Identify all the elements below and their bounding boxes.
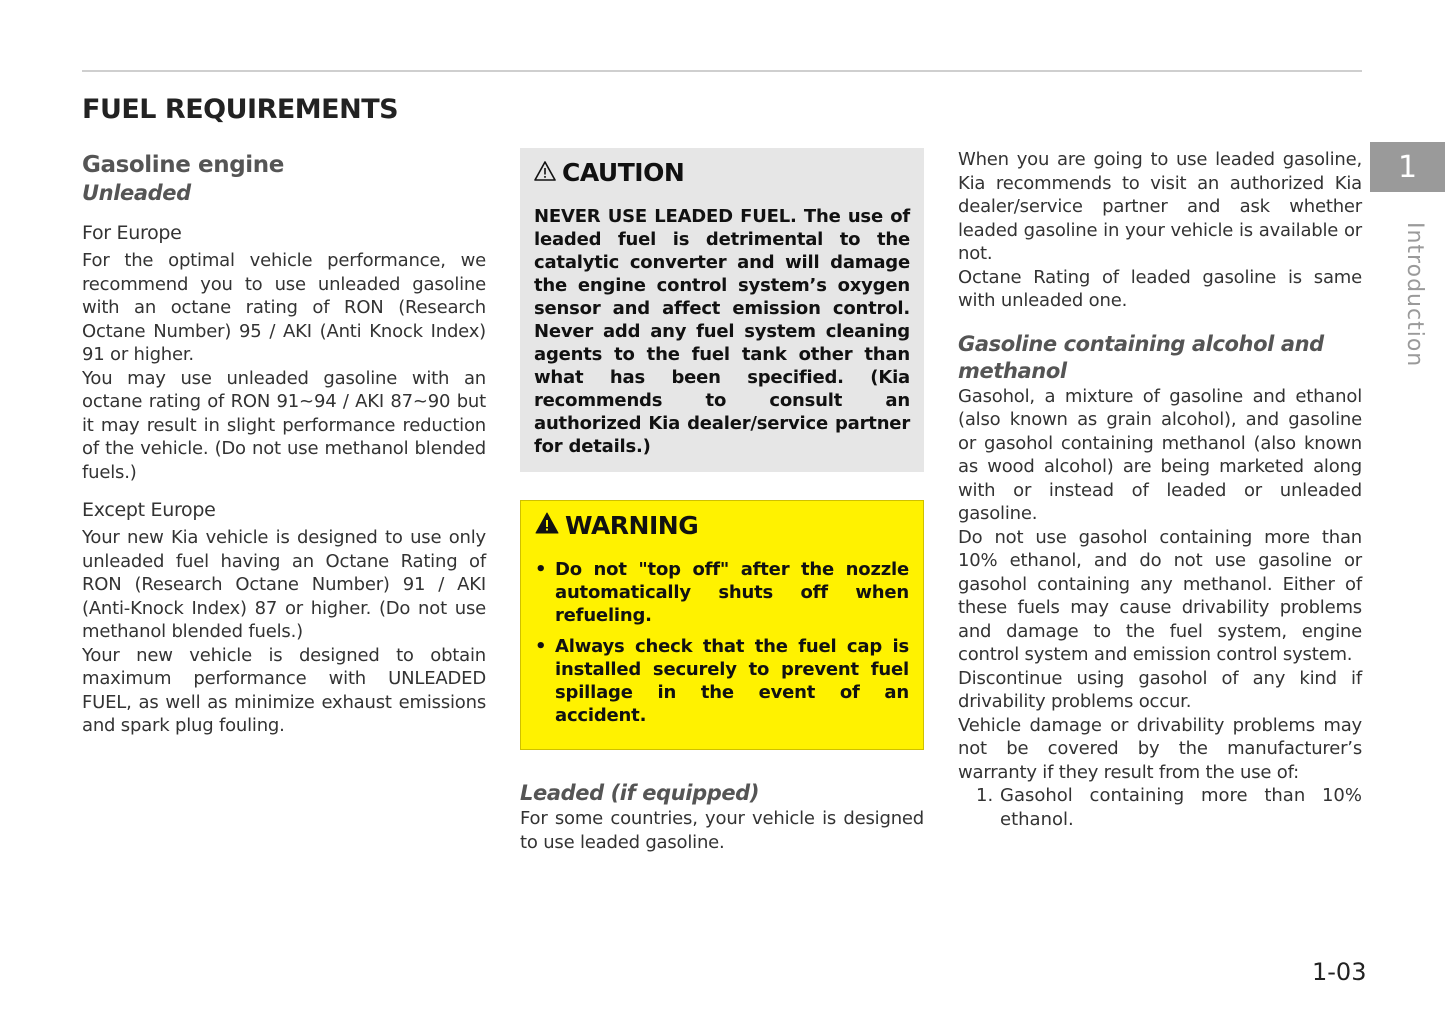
warning-title [535, 511, 909, 540]
list-item: 1. Gasohol containing more than 10% ethanol. [976, 785, 1362, 830]
paragraph-leaded-dealer: When you are going to use leaded gasoline, Kia recommends to visit an authorized Kia dealer/service partner and ask whether leaded gasoline in your vehicle is available or not. [958, 149, 1362, 264]
paragraph-leaded: For some countries, your vehicle is designed to use leaded gasoline. [520, 808, 924, 853]
label-except-europe: Except Europe [82, 499, 216, 521]
page-number: 1-03 [1312, 958, 1367, 986]
warning-title-text: WARNING [565, 511, 699, 540]
paragraph-europe-2: You may use unleaded gasoline with an octane rating of RON 91~94 / AKI 87~90 but it may result in slight performance reduction of the vehicle. (Do not use methanol blended fuels.) [82, 367, 486, 483]
warning-item: • Do not "top off" after the nozzle automatically shuts off when refueling. [535, 559, 909, 626]
chapter-tab: 1 [1370, 142, 1445, 192]
caution-triangle-icon [534, 158, 556, 187]
paragraph-except-2: Your new vehicle is designed to obtain maximum performance with UNLEADED FUEL, as well as minimize exhaust emissions and spark plug fouling. [82, 644, 486, 736]
caution-title [534, 158, 910, 187]
chapter-label: Introduction [1402, 222, 1427, 368]
section-heading-gasoline: Gasoline engine [82, 152, 284, 178]
paragraph-gasohol-2: Do not use gasohol containing more than 10% ethanol, and do not use gasoline or gasohol containing any methanol. Either of these fuels may cause drivability problems and damage to the fuel system, engine control system and emission control system. [958, 526, 1362, 665]
subheading-alcohol-methanol: Gasoline containing alcohol and methanol [958, 331, 1324, 383]
column-left [82, 150, 486, 738]
paragraph-gasohol-1: Gasohol, a mixture of gasoline and ethanol (also known as grain alcohol), and gasoline or gasohol containing methanol (also known as wood alcohol) are being marketed along with or instead of leaded or unleaded gasoline. [958, 385, 1362, 524]
subheading-leaded: Leaded (if equipped) [520, 781, 760, 805]
top-rule [82, 70, 1362, 72]
caution-text: NEVER USE LEADED FUEL. The use of leaded fuel is detrimental to the catalytic converter and will damage the engine control system’s oxygen sensor and affect emission control. Never add any fuel system cleaning agents to the fuel tank other than what has been specified. (Kia recommends to consult an authorized Kia dealer/service partner for details.) [534, 206, 910, 457]
label-for-europe: For Europe [82, 222, 182, 244]
paragraph-gasohol-4: Vehicle damage or drivability problems may not be covered by the manufacturer’s warranty if they result from the use of: [958, 714, 1362, 783]
caution-box [520, 148, 924, 472]
column-middle [520, 148, 924, 854]
paragraph-except-1: Your new Kia vehicle is designed to use only unleaded fuel having an Octane Rating of RON (Research Octane Number) 91 / AKI (Anti-Knock Index) 87 or higher. (Do not use methanol blended fuels.) [82, 527, 486, 642]
numbered-list [958, 784, 1362, 831]
subheading-unleaded: Unleaded [82, 181, 191, 205]
paragraph-europe-1: For the optimal vehicle performance, we recommend you to use unleaded gasoline with an octane rating of RON (Research Octane Number) 95 / AKI (Anti Knock Index) 91 or higher. [82, 250, 486, 365]
paragraph-octane-leaded: Octane Rating of leaded gasoline is same with unleaded one. [958, 266, 1362, 311]
warning-list [535, 558, 909, 727]
page-title: FUEL REQUIREMENTS [82, 94, 399, 125]
warning-triangle-icon [535, 511, 559, 540]
paragraph-gasohol-3: Discontinue using gasohol of any kind if drivability problems occur. [958, 667, 1362, 712]
warning-item: • Always check that the fuel cap is installed securely to prevent fuel spillage in the event of an accident. [535, 636, 909, 726]
column-right [958, 148, 1362, 831]
warning-box [520, 500, 924, 750]
caution-title-text: CAUTION [562, 158, 685, 187]
